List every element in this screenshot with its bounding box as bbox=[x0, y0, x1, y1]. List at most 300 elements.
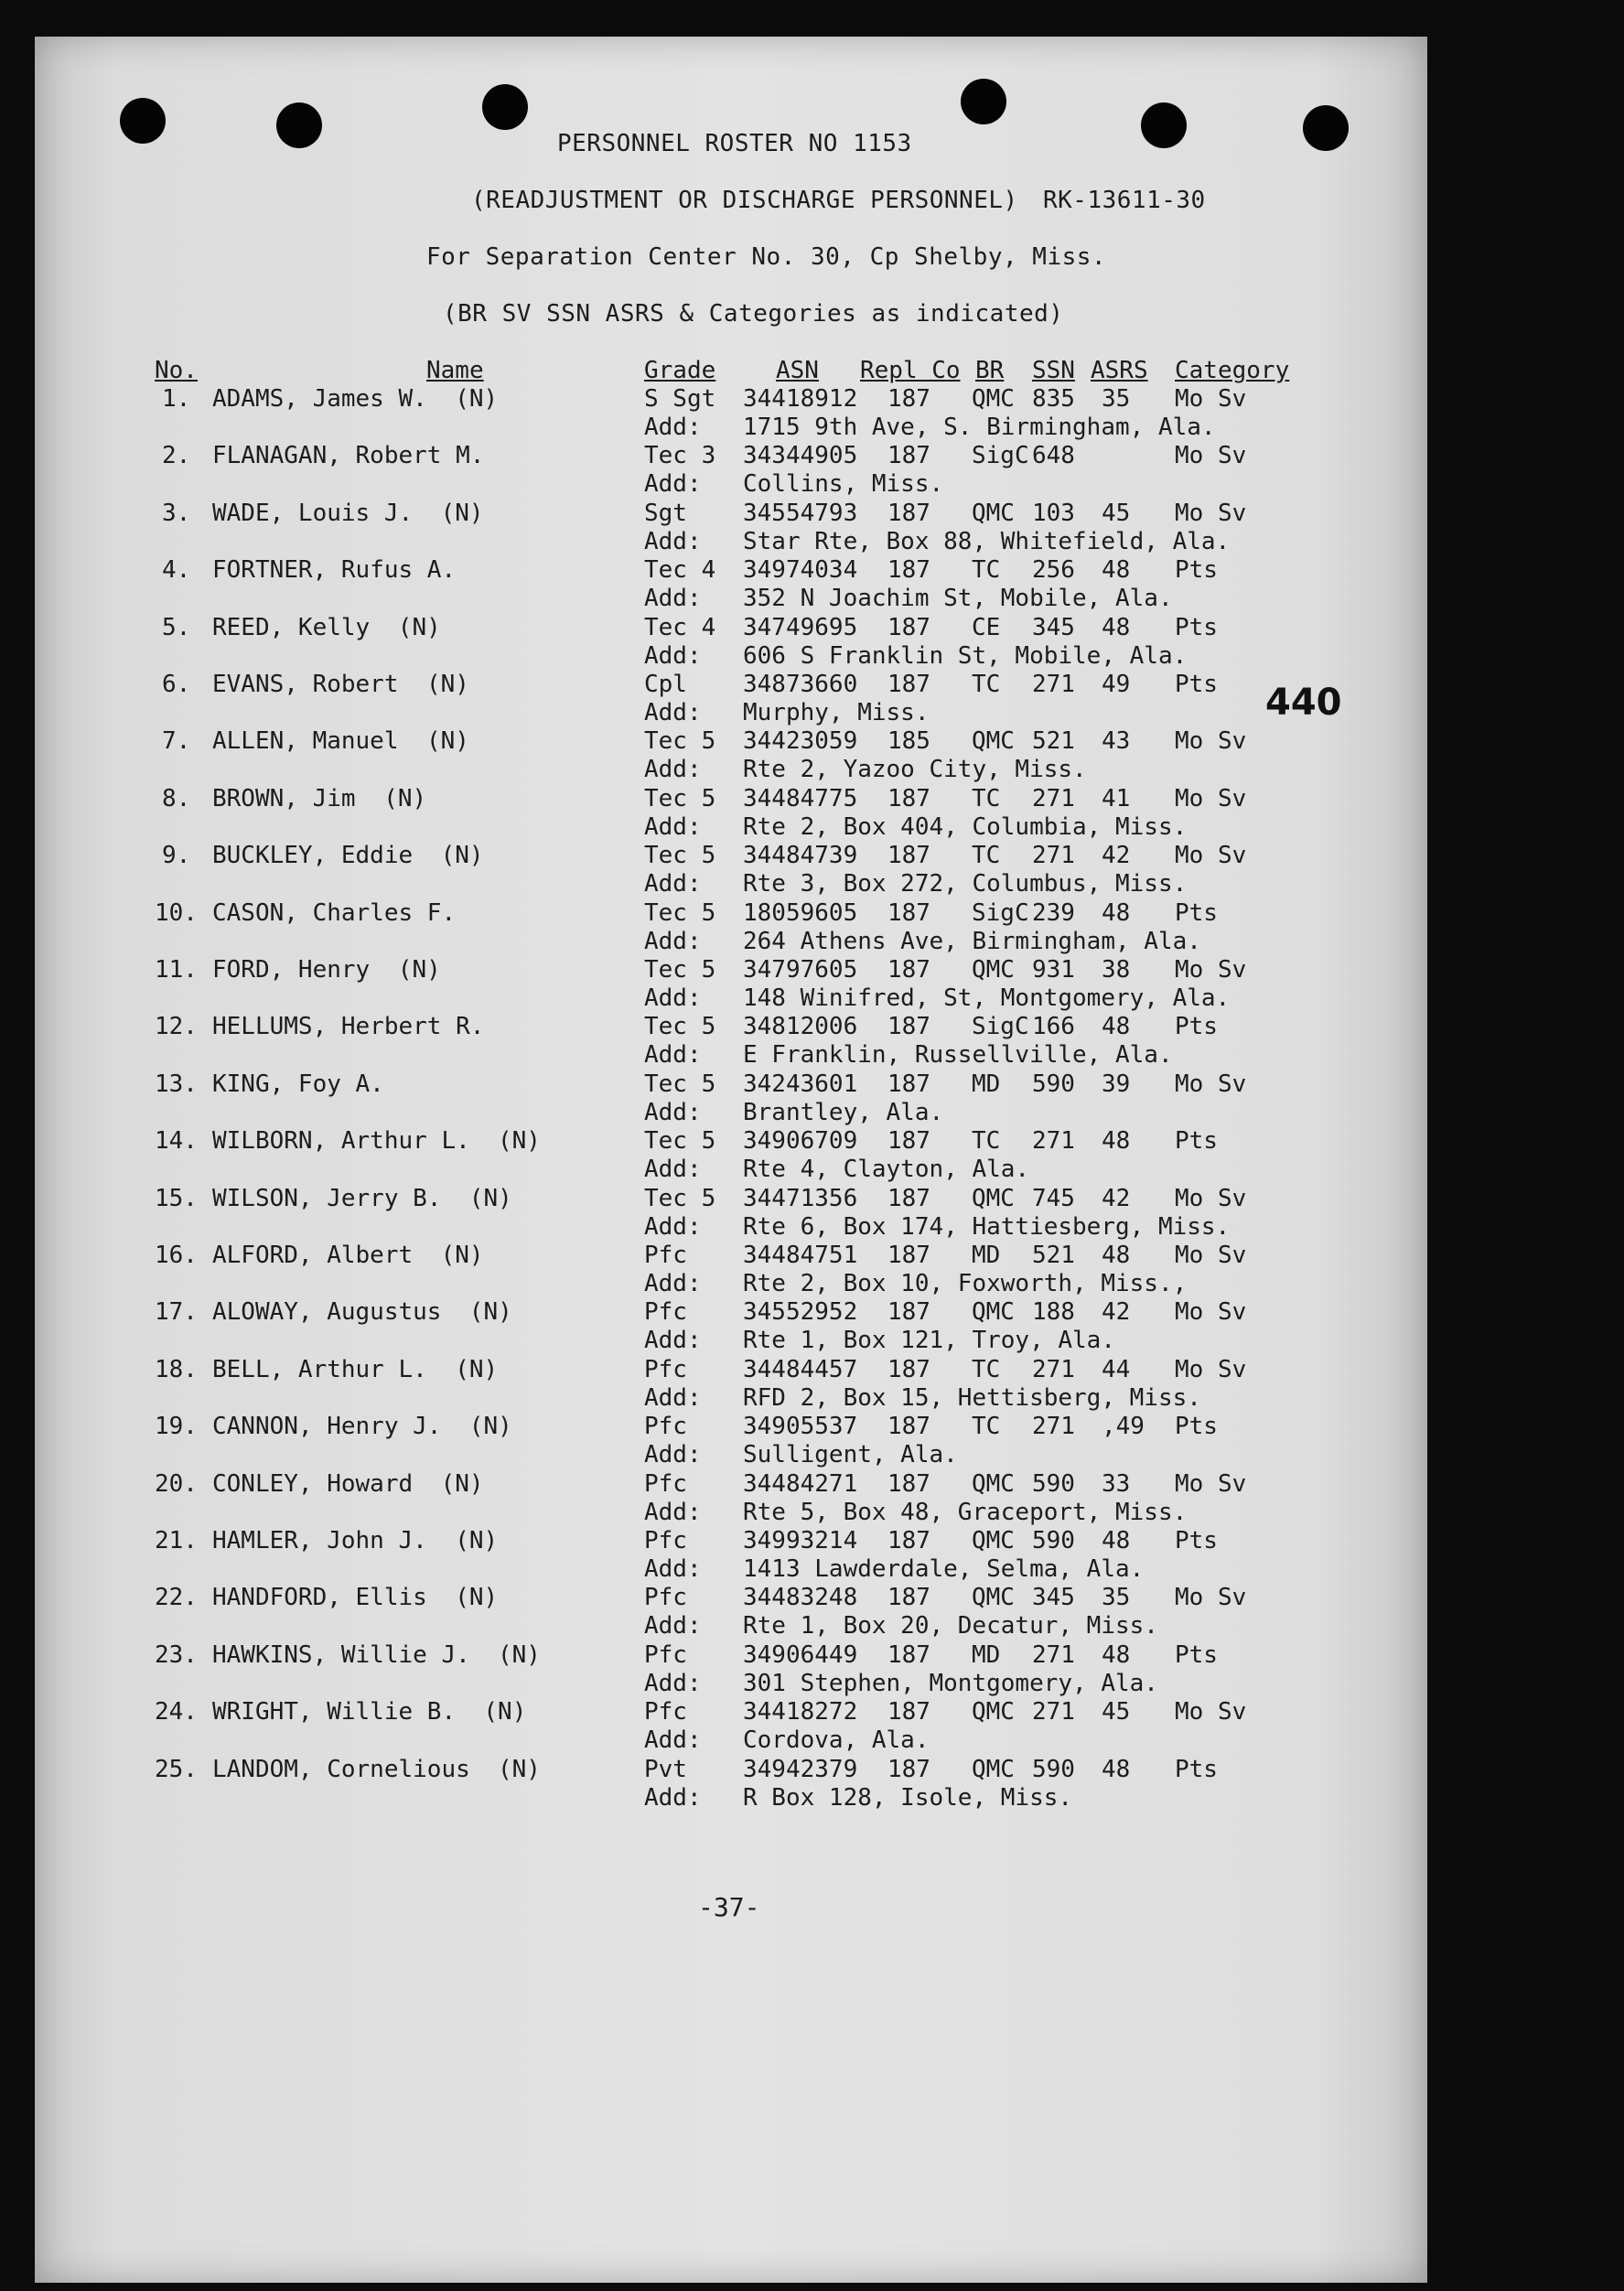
table-row bbox=[0, 1185, 1624, 1242]
address: 148 Winifred, St, Montgomery, Ala. bbox=[743, 984, 1231, 1012]
asrs: 48 bbox=[1102, 1527, 1131, 1554]
army-serial-number: 34483248 bbox=[743, 1584, 858, 1612]
branch: MD bbox=[972, 1242, 1001, 1269]
ssn: 345 bbox=[1032, 1584, 1075, 1612]
person-name: HAMLER, John J. bbox=[212, 1527, 427, 1554]
army-serial-number: 34484271 bbox=[743, 1469, 858, 1498]
grade: Cpl bbox=[644, 671, 687, 698]
person-name: CASON, Charles F. bbox=[212, 898, 457, 927]
grade: Pfc bbox=[644, 1413, 687, 1441]
col-grade: Grade bbox=[644, 357, 716, 384]
asrs: 35 bbox=[1102, 1584, 1131, 1612]
ssn: 745 bbox=[1032, 1184, 1075, 1212]
asrs: 43 bbox=[1102, 727, 1131, 756]
army-serial-number: 34906709 bbox=[743, 1127, 858, 1156]
category: Mo Sv bbox=[1175, 1469, 1247, 1498]
person-name: BROWN, Jim bbox=[212, 784, 356, 812]
status-marker: (N) bbox=[426, 727, 469, 756]
ssn: 271 bbox=[1032, 1413, 1075, 1441]
grade: Sgt bbox=[644, 499, 687, 527]
roster-note: (BR SV SSN ASRS & Categories as indicated) bbox=[443, 300, 1064, 328]
address-label: Add: bbox=[644, 1270, 702, 1297]
status-marker: (N) bbox=[468, 1413, 512, 1441]
ssn: 271 bbox=[1032, 1355, 1075, 1383]
asrs: 48 bbox=[1102, 1013, 1131, 1041]
ssn: 271 bbox=[1032, 1698, 1075, 1726]
branch: QMC bbox=[972, 1184, 1015, 1212]
table-row bbox=[0, 671, 1624, 727]
address-label: Add: bbox=[644, 1156, 702, 1184]
table-row bbox=[0, 842, 1624, 898]
status-marker: (N) bbox=[498, 1755, 541, 1783]
person-name: FORTNER, Rufus A. bbox=[212, 556, 457, 585]
category: Mo Sv bbox=[1175, 1070, 1247, 1098]
ssn: 271 bbox=[1032, 671, 1075, 698]
address: Rte 1, Box 20, Decatur, Miss. bbox=[743, 1612, 1158, 1640]
grade: Pfc bbox=[644, 1242, 687, 1269]
row-number: 6. bbox=[162, 671, 191, 698]
address: 1715 9th Ave, S. Birmingham, Ala. bbox=[743, 414, 1216, 441]
army-serial-number: 34484739 bbox=[743, 842, 858, 870]
grade: Pfc bbox=[644, 1698, 687, 1726]
address: Murphy, Miss. bbox=[743, 699, 930, 726]
row-number: 12. bbox=[155, 1013, 198, 1041]
branch: MD bbox=[972, 1070, 1001, 1098]
category: Mo Sv bbox=[1175, 956, 1247, 984]
ssn: 590 bbox=[1032, 1527, 1075, 1554]
category: Pts bbox=[1175, 1640, 1218, 1669]
person-name: HELLUMS, Herbert R. bbox=[212, 1013, 485, 1041]
row-number: 20. bbox=[155, 1469, 198, 1498]
category: Mo Sv bbox=[1175, 1184, 1247, 1212]
row-number: 13. bbox=[155, 1070, 198, 1098]
table-row bbox=[0, 727, 1624, 784]
asrs: 48 bbox=[1102, 556, 1131, 585]
category: Pts bbox=[1175, 898, 1218, 927]
category: Mo Sv bbox=[1175, 1584, 1247, 1612]
address: Rte 2, Box 404, Columbia, Miss. bbox=[743, 812, 1188, 841]
category: Pts bbox=[1175, 1413, 1218, 1441]
repl-co: 187 bbox=[887, 1584, 930, 1612]
ssn: 648 bbox=[1032, 442, 1075, 470]
address-label: Add: bbox=[644, 1669, 702, 1697]
person-name: WILSON, Jerry B. bbox=[212, 1184, 442, 1212]
handwritten-number: 440 bbox=[1265, 682, 1342, 724]
army-serial-number: 34749695 bbox=[743, 613, 858, 641]
grade: Tec 5 bbox=[644, 898, 716, 927]
branch: TC bbox=[972, 671, 1001, 698]
address: Star Rte, Box 88, Whitefield, Ala. bbox=[743, 527, 1231, 555]
ssn: 271 bbox=[1032, 842, 1075, 870]
branch: MD bbox=[972, 1640, 1001, 1669]
address-label: Add: bbox=[644, 641, 702, 670]
category: Mo Sv bbox=[1175, 499, 1247, 527]
col-name: Name bbox=[426, 357, 484, 384]
address: R Box 128, Isole, Miss. bbox=[743, 1783, 1073, 1812]
grade: Tec 5 bbox=[644, 956, 716, 984]
ssn: 166 bbox=[1032, 1013, 1075, 1041]
address: Rte 6, Box 174, Hattiesberg, Miss. bbox=[743, 1212, 1231, 1241]
army-serial-number: 34418272 bbox=[743, 1698, 858, 1726]
person-name: ALLEN, Manuel bbox=[212, 727, 399, 756]
ssn: 521 bbox=[1032, 1242, 1075, 1269]
army-serial-number: 34471356 bbox=[743, 1184, 858, 1212]
status-marker: (N) bbox=[455, 1584, 499, 1612]
status-marker: (N) bbox=[455, 1355, 499, 1383]
asrs: 48 bbox=[1102, 1242, 1131, 1269]
ssn: 256 bbox=[1032, 556, 1075, 585]
person-name: BUCKLEY, Eddie bbox=[212, 842, 414, 870]
army-serial-number: 34344905 bbox=[743, 442, 858, 470]
table-row bbox=[0, 556, 1624, 613]
table-row bbox=[0, 899, 1624, 956]
roster-subtitle: (READJUSTMENT OR DISCHARGE PERSONNEL) bbox=[471, 187, 1018, 214]
grade: Tec 3 bbox=[644, 442, 716, 470]
person-name: WRIGHT, Willie B. bbox=[212, 1698, 457, 1726]
asrs: 42 bbox=[1102, 1298, 1131, 1327]
asrs: 35 bbox=[1102, 385, 1131, 413]
address-label: Add: bbox=[644, 1726, 702, 1755]
repl-co: 187 bbox=[887, 1298, 930, 1327]
address-label: Add: bbox=[644, 1327, 702, 1355]
grade: Tec 5 bbox=[644, 784, 716, 812]
grade: Pfc bbox=[644, 1584, 687, 1612]
address: E Franklin, Russellville, Ala. bbox=[743, 1041, 1173, 1070]
ssn: 271 bbox=[1032, 1640, 1075, 1669]
row-number: 10. bbox=[155, 898, 198, 927]
address: Cordova, Ala. bbox=[743, 1726, 930, 1755]
status-marker: (N) bbox=[498, 1640, 541, 1669]
category: Mo Sv bbox=[1175, 842, 1247, 870]
category: Mo Sv bbox=[1175, 727, 1247, 756]
address-label: Add: bbox=[644, 927, 702, 955]
asrs: 42 bbox=[1102, 842, 1131, 870]
address: Rte 3, Box 272, Columbus, Miss. bbox=[743, 870, 1188, 898]
army-serial-number: 34484751 bbox=[743, 1242, 858, 1269]
status-marker: (N) bbox=[498, 1127, 541, 1156]
grade: Tec 5 bbox=[644, 1013, 716, 1041]
army-serial-number: 34418912 bbox=[743, 385, 858, 413]
grade: Pfc bbox=[644, 1640, 687, 1669]
punch-hole bbox=[482, 84, 528, 130]
ssn: 239 bbox=[1032, 898, 1075, 927]
address-label: Add: bbox=[644, 1612, 702, 1640]
roster-title: PERSONNEL ROSTER NO 1153 bbox=[557, 130, 912, 157]
ssn: 590 bbox=[1032, 1070, 1075, 1098]
grade: Pfc bbox=[644, 1298, 687, 1327]
punch-hole bbox=[961, 79, 1006, 124]
ssn: 590 bbox=[1032, 1755, 1075, 1783]
branch: QMC bbox=[972, 956, 1015, 984]
table-row bbox=[0, 1127, 1624, 1184]
address: 1413 Lawderdale, Selma, Ala. bbox=[743, 1555, 1145, 1583]
page-number: -37- bbox=[698, 1892, 760, 1922]
branch: TC bbox=[972, 1413, 1001, 1441]
row-number: 21. bbox=[155, 1527, 198, 1554]
address-label: Add: bbox=[644, 527, 702, 555]
branch: TC bbox=[972, 556, 1001, 585]
category: Mo Sv bbox=[1175, 784, 1247, 812]
table-row bbox=[0, 1527, 1624, 1584]
army-serial-number: 34243601 bbox=[743, 1070, 858, 1098]
army-serial-number: 34484775 bbox=[743, 784, 858, 812]
row-number: 2. bbox=[162, 442, 191, 470]
category: Mo Sv bbox=[1175, 1355, 1247, 1383]
army-serial-number: 34905537 bbox=[743, 1413, 858, 1441]
asrs: 45 bbox=[1102, 499, 1131, 527]
asrs: 39 bbox=[1102, 1070, 1131, 1098]
repl-co: 187 bbox=[887, 1127, 930, 1156]
grade: Tec 5 bbox=[644, 1070, 716, 1098]
branch: TC bbox=[972, 842, 1001, 870]
army-serial-number: 34993214 bbox=[743, 1527, 858, 1554]
branch: QMC bbox=[972, 385, 1015, 413]
branch: TC bbox=[972, 784, 1001, 812]
col-repl-co: Repl Co bbox=[860, 357, 961, 384]
table-row bbox=[0, 500, 1624, 556]
address: 301 Stephen, Montgomery, Ala. bbox=[743, 1669, 1158, 1697]
repl-co: 187 bbox=[887, 556, 930, 585]
address: 352 N Joachim St, Mobile, Ala. bbox=[743, 585, 1173, 613]
category: Pts bbox=[1175, 1127, 1218, 1156]
ssn: 835 bbox=[1032, 385, 1075, 413]
repl-co: 187 bbox=[887, 442, 930, 470]
punch-hole bbox=[1303, 105, 1349, 151]
branch: QMC bbox=[972, 1698, 1015, 1726]
punch-hole bbox=[276, 102, 322, 148]
grade: Tec 5 bbox=[644, 727, 716, 756]
grade: Pfc bbox=[644, 1469, 687, 1498]
grade: Tec 5 bbox=[644, 842, 716, 870]
separation-center: For Separation Center No. 30, Cp Shelby, Miss. bbox=[426, 243, 1107, 271]
status-marker: (N) bbox=[468, 1184, 512, 1212]
category: Pts bbox=[1175, 671, 1218, 698]
col-asrs: ASRS bbox=[1091, 357, 1148, 384]
category: Mo Sv bbox=[1175, 442, 1247, 470]
category: Pts bbox=[1175, 1013, 1218, 1041]
category: Pts bbox=[1175, 1755, 1218, 1783]
person-name: WADE, Louis J. bbox=[212, 499, 414, 527]
branch: QMC bbox=[972, 1469, 1015, 1498]
person-name: BELL, Arthur L. bbox=[212, 1355, 427, 1383]
row-number: 3. bbox=[162, 499, 191, 527]
address-label: Add: bbox=[644, 812, 702, 841]
table-row bbox=[0, 1242, 1624, 1298]
status-marker: (N) bbox=[440, 1242, 484, 1269]
grade: Pvt bbox=[644, 1755, 687, 1783]
army-serial-number: 34873660 bbox=[743, 671, 858, 698]
person-name: EVANS, Robert bbox=[212, 671, 399, 698]
asrs: 33 bbox=[1102, 1469, 1131, 1498]
row-number: 9. bbox=[162, 842, 191, 870]
address-label: Add: bbox=[644, 1783, 702, 1812]
army-serial-number: 34942379 bbox=[743, 1755, 858, 1783]
ssn: 345 bbox=[1032, 613, 1075, 641]
punch-hole bbox=[1141, 102, 1187, 148]
col-no: No. bbox=[155, 357, 198, 384]
asrs: 41 bbox=[1102, 784, 1131, 812]
address: Collins, Miss. bbox=[743, 470, 944, 499]
branch: TC bbox=[972, 1355, 1001, 1383]
person-name: HANDFORD, Ellis bbox=[212, 1584, 427, 1612]
punch-hole bbox=[120, 98, 166, 144]
person-name: FLANAGAN, Robert M. bbox=[212, 442, 485, 470]
army-serial-number: 34797605 bbox=[743, 956, 858, 984]
row-number: 14. bbox=[155, 1127, 198, 1156]
person-name: ALFORD, Albert bbox=[212, 1242, 414, 1269]
army-serial-number: 34552952 bbox=[743, 1298, 858, 1327]
branch: QMC bbox=[972, 727, 1015, 756]
branch: SigC bbox=[972, 1013, 1029, 1041]
row-number: 17. bbox=[155, 1298, 198, 1327]
address: 606 S Franklin St, Mobile, Ala. bbox=[743, 641, 1188, 670]
address-label: Add: bbox=[644, 984, 702, 1012]
col-asn: ASN bbox=[776, 357, 819, 384]
table-row bbox=[0, 614, 1624, 671]
table-row bbox=[0, 1584, 1624, 1640]
army-serial-number: 34484457 bbox=[743, 1355, 858, 1383]
branch: QMC bbox=[972, 1755, 1015, 1783]
row-number: 24. bbox=[155, 1698, 198, 1726]
row-number: 16. bbox=[155, 1242, 198, 1269]
asrs: 44 bbox=[1102, 1355, 1131, 1383]
address: Brantley, Ala. bbox=[743, 1098, 944, 1126]
repl-co: 187 bbox=[887, 1355, 930, 1383]
person-name: LANDOM, Cornelious bbox=[212, 1755, 470, 1783]
grade: Tec 5 bbox=[644, 1127, 716, 1156]
repl-co: 187 bbox=[887, 499, 930, 527]
branch: QMC bbox=[972, 1527, 1015, 1554]
status-marker: (N) bbox=[440, 499, 484, 527]
asrs: 49 bbox=[1102, 671, 1131, 698]
repl-co: 187 bbox=[887, 1070, 930, 1098]
status-marker: (N) bbox=[468, 1298, 512, 1327]
army-serial-number: 18059605 bbox=[743, 898, 858, 927]
repl-co: 187 bbox=[887, 613, 930, 641]
row-number: 19. bbox=[155, 1413, 198, 1441]
address-label: Add: bbox=[644, 1555, 702, 1583]
repl-co: 187 bbox=[887, 898, 930, 927]
address-label: Add: bbox=[644, 414, 702, 441]
category: Mo Sv bbox=[1175, 1698, 1247, 1726]
row-number: 22. bbox=[155, 1584, 198, 1612]
table-row bbox=[0, 1413, 1624, 1469]
category: Pts bbox=[1175, 556, 1218, 585]
row-number: 7. bbox=[162, 727, 191, 756]
ssn: 271 bbox=[1032, 784, 1075, 812]
table-row bbox=[0, 1070, 1624, 1127]
asrs: 48 bbox=[1102, 898, 1131, 927]
address: 264 Athens Ave, Birmingham, Ala. bbox=[743, 927, 1201, 955]
asrs: 48 bbox=[1102, 613, 1131, 641]
col-br: BR bbox=[975, 357, 1005, 384]
row-number: 23. bbox=[155, 1640, 198, 1669]
grade: S Sgt bbox=[644, 385, 716, 413]
person-name: FORD, Henry bbox=[212, 956, 371, 984]
ssn: 103 bbox=[1032, 499, 1075, 527]
repl-co: 187 bbox=[887, 1527, 930, 1554]
address-label: Add: bbox=[644, 585, 702, 613]
asrs: 48 bbox=[1102, 1640, 1131, 1669]
status-marker: (N) bbox=[455, 1527, 499, 1554]
status-marker: (N) bbox=[455, 385, 499, 413]
person-name: CONLEY, Howard bbox=[212, 1469, 414, 1498]
repl-co: 187 bbox=[887, 1755, 930, 1783]
person-name: REED, Kelly bbox=[212, 613, 371, 641]
table-row bbox=[0, 385, 1624, 442]
grade: Tec 4 bbox=[644, 556, 716, 585]
table-row bbox=[0, 785, 1624, 842]
repl-co: 187 bbox=[887, 1469, 930, 1498]
repl-co: 187 bbox=[887, 784, 930, 812]
person-name: KING, Foy A. bbox=[212, 1070, 384, 1098]
asrs: 42 bbox=[1102, 1184, 1131, 1212]
table-row bbox=[0, 1756, 1624, 1812]
status-marker: (N) bbox=[426, 671, 469, 698]
table-row bbox=[0, 1356, 1624, 1413]
asrs: 38 bbox=[1102, 956, 1131, 984]
table-row bbox=[0, 956, 1624, 1013]
person-name: HAWKINS, Willie J. bbox=[212, 1640, 470, 1669]
person-name: WILBORN, Arthur L. bbox=[212, 1127, 470, 1156]
address-label: Add: bbox=[644, 1212, 702, 1241]
category: Pts bbox=[1175, 613, 1218, 641]
repl-co: 187 bbox=[887, 671, 930, 698]
ssn: 188 bbox=[1032, 1298, 1075, 1327]
ssn: 521 bbox=[1032, 727, 1075, 756]
address: Rte 2, Yazoo City, Miss. bbox=[743, 756, 1087, 784]
status-marker: (N) bbox=[440, 842, 484, 870]
address-label: Add: bbox=[644, 1498, 702, 1526]
army-serial-number: 34812006 bbox=[743, 1013, 858, 1041]
repl-co: 187 bbox=[887, 842, 930, 870]
category: Mo Sv bbox=[1175, 1298, 1247, 1327]
category: Mo Sv bbox=[1175, 385, 1247, 413]
branch: SigC bbox=[972, 442, 1029, 470]
address-label: Add: bbox=[644, 756, 702, 784]
row-number: 18. bbox=[155, 1355, 198, 1383]
repl-co: 187 bbox=[887, 1242, 930, 1269]
category: Pts bbox=[1175, 1527, 1218, 1554]
col-category: Category bbox=[1175, 357, 1290, 384]
address: Rte 4, Clayton, Ala. bbox=[743, 1156, 1030, 1184]
table-row bbox=[0, 1641, 1624, 1698]
col-ssn: SSN bbox=[1032, 357, 1075, 384]
grade: Tec 5 bbox=[644, 1184, 716, 1212]
address-label: Add: bbox=[644, 699, 702, 726]
asrs: ,49 bbox=[1102, 1413, 1145, 1441]
address: Rte 1, Box 121, Troy, Ala. bbox=[743, 1327, 1115, 1355]
status-marker: (N) bbox=[397, 956, 441, 984]
grade: Tec 4 bbox=[644, 613, 716, 641]
status-marker: (N) bbox=[440, 1469, 484, 1498]
address-label: Add: bbox=[644, 870, 702, 898]
row-number: 8. bbox=[162, 784, 191, 812]
army-serial-number: 34974034 bbox=[743, 556, 858, 585]
address: Rte 2, Box 10, Foxworth, Miss., bbox=[743, 1270, 1188, 1297]
ssn: 590 bbox=[1032, 1469, 1075, 1498]
address: RFD 2, Box 15, Hettisberg, Miss. bbox=[743, 1383, 1201, 1412]
army-serial-number: 34423059 bbox=[743, 727, 858, 756]
army-serial-number: 34554793 bbox=[743, 499, 858, 527]
repl-co: 187 bbox=[887, 956, 930, 984]
asrs: 48 bbox=[1102, 1755, 1131, 1783]
grade: Pfc bbox=[644, 1355, 687, 1383]
row-number: 11. bbox=[155, 956, 198, 984]
row-number: 25. bbox=[155, 1755, 198, 1783]
repl-co: 185 bbox=[887, 727, 930, 756]
repl-co: 187 bbox=[887, 1013, 930, 1041]
